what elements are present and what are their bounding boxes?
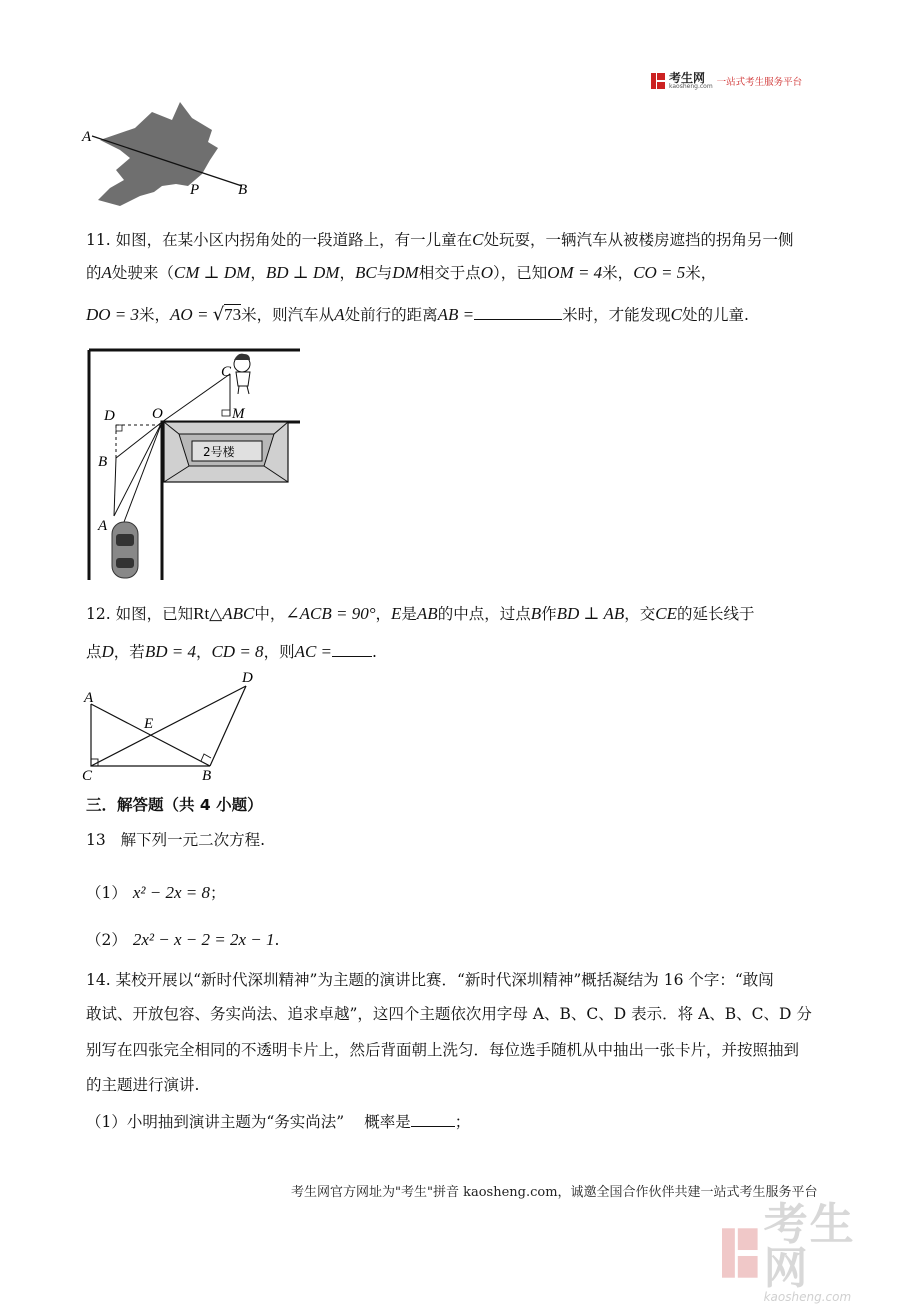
right-angle-b [201, 754, 211, 761]
leaf-shape [98, 102, 218, 206]
q14-answer-blank[interactable] [411, 1110, 455, 1127]
q11-line2: 的A处驶来（CM ⊥ DM，BD ⊥ DM，BC与DM相交于点O），已知OM = 4米，CO = 5米， [86, 263, 717, 282]
road-label-b: B [98, 454, 108, 470]
line-oa [114, 422, 162, 516]
footer-text: 考生网官方网址为"考生"拼音 kaosheng.com，诚邀全国合作伙伴共建一站式考生服务平台 [291, 1185, 818, 1200]
watermark-logo-icon [722, 1228, 758, 1278]
q12-line2: 点D，若BD = 4，CD = 8，则AC = . [86, 642, 377, 661]
road-label-m: M [232, 406, 245, 422]
q11-line3: DO = 3米，AO = √73米，则汽车从A处前行的距离AB = 米时，才能发现C处的儿童. [86, 304, 749, 325]
logo-name: 考生网 [669, 71, 706, 85]
q12-number: 12. [86, 605, 111, 623]
building-label: 2号楼 [203, 445, 235, 459]
right-angle-m [222, 410, 230, 416]
q14-line2: 敢试、开放包容、务实尚法、追求卓越”，这四个主题依次用字母 A、B、C、D 表示．将 A、B、C、D 分 [86, 1005, 812, 1023]
logo-url: kaosheng.com [669, 83, 713, 90]
leaf-figure [80, 100, 270, 215]
line-oc [162, 374, 230, 422]
leaf-label-b: B [238, 182, 248, 198]
tri-label-c: C [82, 768, 93, 784]
tri-label-b: B [202, 768, 212, 784]
road-label-o: O [152, 406, 163, 422]
right-angle-d [116, 425, 122, 431]
sqrt-symbol: √ [212, 304, 225, 325]
header-logo [651, 72, 802, 90]
q14-part1: （1）小明抽到演讲主题为“务实尚法” 概率是 ； [86, 1110, 470, 1133]
q13-stem: 13 解下列一元二次方程. [86, 831, 266, 849]
q11-number: 11. [86, 231, 111, 249]
header-slogan: 一站式考生服务平台 [716, 77, 803, 88]
watermark-url: kaosheng.com [763, 1290, 852, 1304]
watermark [722, 1199, 900, 1304]
q13-number: 13 [86, 831, 106, 849]
q12-answer-blank[interactable] [332, 640, 372, 657]
road-figure [84, 346, 306, 584]
leaf-label-p: P [190, 182, 200, 198]
child-figure [234, 354, 250, 394]
road-label-c: C [221, 364, 232, 380]
triangle-figure [78, 666, 268, 784]
road-label-a: A [98, 518, 108, 534]
q12-line1: 12. 如图，已知Rt△ABC中，∠ACB = 90°，E是AB的中点，过点B作BD ⊥ AB，交CE的延长线于 [86, 604, 755, 623]
road-label-d: D [104, 408, 115, 424]
q13-part1: （1） x² − 2x = 8； [86, 883, 226, 902]
segment-bd [210, 686, 246, 766]
segment-cd [91, 686, 246, 766]
tri-label-d: D [242, 670, 253, 686]
logo-icon [651, 73, 665, 89]
car [112, 522, 138, 578]
q14-number: 14. [86, 971, 111, 989]
q14-line3: 别写在四张完全相同的不透明卡片上，然后背面朝上洗匀．每位选手随机从中抽出一张卡片，并按照抽到 [86, 1041, 800, 1059]
q11-answer-blank[interactable] [474, 303, 562, 320]
q11-line1: 11. 如图，在某小区内拐角处的一段道路上，有一儿童在C处玩耍，一辆汽车从被楼房遮挡的拐角另一侧 [86, 230, 794, 249]
line-ba [114, 458, 116, 516]
q14-line4: 的主题进行演讲. [86, 1076, 200, 1094]
section-title: 三．解答题（共 4 小题） [86, 796, 263, 814]
sqrt-radicand: 73 [224, 305, 242, 324]
tri-label-e: E [144, 716, 154, 732]
leaf-label-a: A [82, 129, 92, 145]
q13-part2: （2） 2x² − x − 2 = 2x − 1. [86, 930, 280, 949]
q14-line1: 14. 某校开展以“新时代深圳精神”为主题的演讲比赛．“新时代深圳精神”概括凝结为 16 个字：“敢闯 [86, 971, 774, 989]
watermark-name: 考生网 [763, 1199, 856, 1294]
tri-label-a: A [84, 690, 94, 706]
